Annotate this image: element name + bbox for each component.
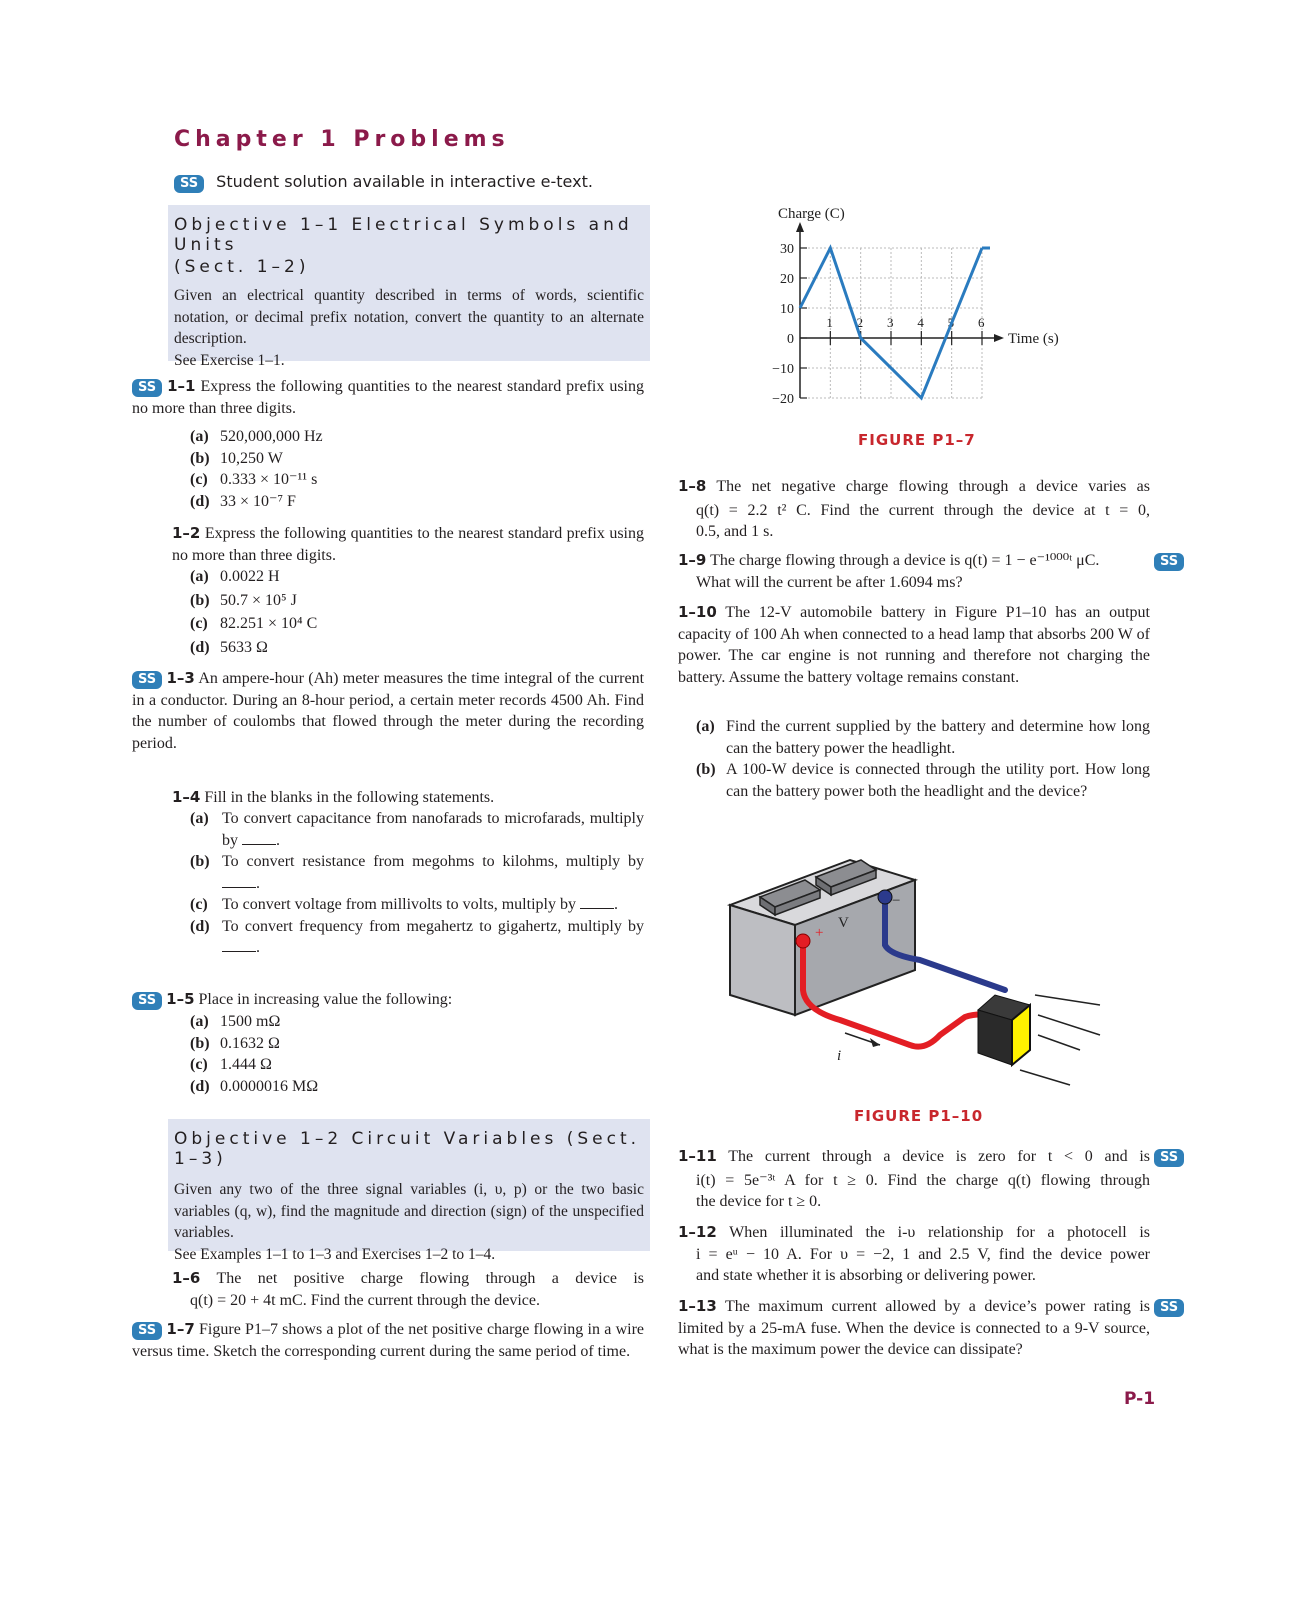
objective-2-text: Given any two of the three signal variables (i, υ, p) or the two basic variables (q, w), find the magnitude and direction (sign) of the unspecified variables. bbox=[174, 1181, 644, 1241]
item-label: (c) bbox=[190, 1056, 208, 1073]
objective-1-box bbox=[168, 205, 650, 369]
y-tick-label: 20 bbox=[780, 272, 794, 287]
item-text: 1500 mΩ bbox=[220, 1013, 281, 1030]
voltage-label: V bbox=[838, 915, 849, 931]
problem-text: An ampere-hour (Ah) meter measures the time integral of the current in a conductor. During an 8-hour period, a certain meter records 4500 Ah. Find the number of coulombs that flowed through the meter during the recording period. bbox=[132, 670, 645, 752]
problem-number: 1–2 bbox=[172, 524, 201, 542]
ss-badge[interactable]: SS bbox=[1154, 553, 1184, 571]
item-text: A 100-W device is connected through the utility port. How long can the battery power both the headlight and the device? bbox=[726, 761, 1150, 800]
current-label: i bbox=[837, 1048, 842, 1064]
current-arrow-head bbox=[870, 1038, 880, 1047]
problem-1-1 bbox=[132, 376, 644, 419]
problem-number: 1–7 bbox=[166, 1320, 195, 1338]
problem-text: Figure P1–7 shows a plot of the net positive charge flowing in a wire versus time. Sketch the corresponding current during the same period of time. bbox=[132, 1321, 645, 1360]
figure-p1-10-caption: FIGURE P1–10 bbox=[854, 1107, 984, 1125]
x-tick-label: 5 bbox=[947, 315, 955, 330]
item-text: 50.7 × 10⁵ J bbox=[220, 591, 297, 609]
x-tick-label: 3 bbox=[887, 315, 894, 330]
problem-number: 1–6 bbox=[172, 1269, 201, 1287]
item-text: 1.444 Ω bbox=[220, 1056, 272, 1073]
y-axis-label: Charge (C) bbox=[778, 206, 845, 222]
ss-badge[interactable]: SS bbox=[1154, 1149, 1184, 1167]
item-end: . bbox=[256, 874, 260, 892]
problem-1-1-items bbox=[172, 426, 644, 512]
x-axis-arrow bbox=[994, 334, 1004, 342]
problem-1-8 bbox=[678, 476, 1150, 543]
battery-illustration bbox=[720, 855, 1120, 1095]
ss-badge[interactable]: SS bbox=[132, 1322, 162, 1340]
problem-text: The current through a device is zero for t < 0 and is bbox=[728, 1148, 1150, 1165]
item-label: (b) bbox=[190, 449, 210, 467]
problem-text: The maximum current allowed by a device’s power rating is limited by a 25-mA fuse. When the device is connected to a 9-V source, what is the maximum power the device can dissipate? bbox=[678, 1298, 1150, 1358]
item-text: 82.251 × 10⁴ C bbox=[220, 615, 318, 632]
item-label: (d) bbox=[190, 492, 210, 510]
problem-text: The net positive charge flowing through a device is bbox=[216, 1270, 644, 1287]
y-tick-label: 30 bbox=[780, 242, 794, 257]
x-tick-label: 4 bbox=[917, 315, 924, 330]
problem-number: 1–5 bbox=[166, 990, 195, 1008]
blank-line bbox=[222, 951, 256, 952]
item-text: To convert resistance from megohms to kilohms, multiply by bbox=[222, 853, 644, 870]
problem-1-13 bbox=[678, 1296, 1150, 1361]
problem-text: Express the following quantities to the nearest standard prefix using no more than three digits. bbox=[132, 378, 644, 417]
problem-text: The charge flowing through a device is q(t) = 1 − e⁻¹⁰⁰⁰ᵗ μC. bbox=[710, 552, 1100, 569]
x-tick-label: 2 bbox=[856, 315, 864, 330]
problem-1-4-items bbox=[172, 808, 644, 959]
item-text: 33 × 10⁻⁷ F bbox=[220, 492, 296, 510]
objective-2-box bbox=[168, 1119, 650, 1263]
figure-p1-7-caption: FIGURE P1–7 bbox=[858, 431, 976, 449]
objective-1-heading: Objective 1–1 Electrical Symbols and Units bbox=[174, 215, 633, 255]
problem-1-2 bbox=[172, 523, 644, 566]
problem-1-5-items bbox=[172, 1011, 644, 1097]
problem-1-10 bbox=[678, 602, 1150, 688]
x-tick-label: 6 bbox=[978, 315, 985, 330]
item-text: Find the current supplied by the battery and determine how long can the battery power the headlight. bbox=[726, 718, 1150, 757]
ss-note bbox=[174, 172, 593, 193]
problem-text-cont: i = eᵘ − 10 A. For υ = −2, 1 and 2.5 V, find the device power bbox=[696, 1245, 1150, 1263]
item-label: (a) bbox=[190, 428, 209, 445]
problem-number: 1–1 bbox=[167, 377, 196, 395]
ss-badge[interactable]: SS bbox=[132, 671, 162, 689]
problem-text-cont: What will the current be after 1.6094 ms? bbox=[696, 573, 963, 591]
item-text: 5633 Ω bbox=[220, 638, 268, 656]
item-label: (a) bbox=[696, 718, 715, 735]
item-end: . bbox=[613, 896, 618, 913]
problem-number: 1–8 bbox=[678, 477, 707, 495]
negative-terminal bbox=[878, 890, 892, 904]
item-text: 0.0022 H bbox=[220, 568, 280, 585]
problem-1-6 bbox=[172, 1268, 644, 1311]
y-tick-label: 0 bbox=[787, 332, 794, 347]
ss-badge[interactable]: SS bbox=[1154, 1299, 1184, 1317]
chapter-title: Chapter 1 Problems bbox=[174, 127, 510, 152]
page-number: P-1 bbox=[1124, 1389, 1156, 1409]
problem-text-cont: the device for t ≥ 0. bbox=[696, 1193, 822, 1210]
charge-time-chart bbox=[760, 200, 1080, 420]
problem-text-cont: and state whether it is absorbing or delivering power. bbox=[696, 1267, 1036, 1284]
problem-1-4 bbox=[172, 787, 644, 809]
problem-1-5 bbox=[132, 989, 644, 1011]
item-label: (b) bbox=[696, 761, 716, 778]
item-label: (d) bbox=[190, 638, 210, 656]
objective-1-text: Given an electrical quantity described in terms of words, scientific notation, or decimal prefix notation, convert the quantity to an alternate description. bbox=[174, 287, 644, 347]
ss-badge[interactable]: SS bbox=[132, 379, 162, 397]
problem-text: Express the following quantities to the nearest standard prefix using no more than three digits. bbox=[172, 525, 644, 564]
blank-line bbox=[580, 908, 614, 909]
problem-1-2-items bbox=[172, 566, 644, 658]
x-axis-label: Time (s) bbox=[1008, 331, 1059, 347]
item-text: To convert frequency from megahertz to gigahertz, multiply by bbox=[222, 917, 644, 935]
problem-text: Fill in the blanks in the following statements. bbox=[204, 789, 495, 806]
minus-label: − bbox=[892, 893, 901, 909]
problem-text-cont: 0.5, and 1 s. bbox=[696, 523, 774, 540]
blank-line bbox=[242, 844, 276, 845]
problem-1-10-items bbox=[678, 716, 1150, 802]
problem-1-11 bbox=[678, 1146, 1150, 1213]
problem-text: The 12-V automobile battery in Figure P1–10 has an output capacity of 100 Ah when connected to a head lamp that absorbs 200 W of power. The car engine is not running and therefore not charging the battery. Assume the battery voltage remains constant. bbox=[678, 604, 1151, 686]
item-text: 10,250 W bbox=[220, 449, 283, 467]
x-tick-label: 1 bbox=[826, 315, 833, 330]
problem-text: The net negative charge flowing through a device varies as bbox=[716, 478, 1150, 495]
item-label: (a) bbox=[190, 1013, 209, 1030]
ss-note-text: Student solution available in interactive e-text. bbox=[216, 172, 593, 191]
item-text: To convert capacitance from nanofarads to microfarads, multiply by bbox=[222, 810, 644, 849]
problem-number: 1–10 bbox=[678, 603, 717, 621]
item-label: (a) bbox=[190, 568, 209, 585]
item-label: (b) bbox=[190, 853, 210, 870]
problem-1-12 bbox=[678, 1222, 1150, 1287]
problem-number: 1–12 bbox=[678, 1223, 717, 1241]
item-label: (a) bbox=[190, 810, 209, 827]
problem-number: 1–4 bbox=[172, 788, 201, 806]
item-text: 0.333 × 10⁻¹¹ s bbox=[220, 471, 318, 488]
item-label: (c) bbox=[190, 615, 208, 632]
plus-label: + bbox=[815, 925, 824, 941]
y-tick-label: 10 bbox=[780, 302, 794, 317]
item-label: (b) bbox=[190, 591, 210, 609]
item-end: . bbox=[256, 939, 260, 956]
blank-line bbox=[222, 887, 256, 888]
problem-text-cont: i(t) = 5e⁻³ᵗ A for t ≥ 0. Find the charge q(t) flowing through bbox=[696, 1171, 1150, 1189]
objective-2-see: See Examples 1–1 to 1–3 and Exercises 1–2 to 1–4. bbox=[174, 1245, 496, 1263]
ss-badge[interactable]: SS bbox=[132, 992, 162, 1010]
item-text: 520,000,000 Hz bbox=[220, 428, 323, 445]
problem-1-7 bbox=[132, 1319, 644, 1362]
objective-2-heading: Objective 1–2 Circuit Variables (Sect. 1–3) bbox=[174, 1129, 641, 1169]
headlamp-icon bbox=[978, 995, 1100, 1085]
item-label: (d) bbox=[190, 917, 210, 935]
item-end: . bbox=[276, 831, 280, 849]
problem-text: Place in increasing value the following: bbox=[198, 991, 453, 1008]
ss-badge[interactable]: SS bbox=[174, 175, 204, 193]
item-label: (c) bbox=[190, 471, 208, 488]
objective-1-section: (Sect. 1–2) bbox=[174, 257, 310, 277]
item-label: (c) bbox=[190, 896, 208, 913]
problem-number: 1–13 bbox=[678, 1297, 717, 1315]
item-label: (b) bbox=[190, 1034, 210, 1052]
item-text: 0.1632 Ω bbox=[220, 1034, 280, 1052]
problem-number: 1–3 bbox=[166, 669, 195, 687]
problem-text: When illuminated the i-υ relationship for a photocell is bbox=[729, 1224, 1150, 1241]
y-tick-label: −10 bbox=[772, 362, 794, 377]
item-text: To convert voltage from millivolts to volts, multiply by bbox=[222, 896, 576, 913]
y-tick-label: −20 bbox=[772, 392, 794, 407]
objective-1-see: See Exercise 1–1. bbox=[174, 351, 285, 369]
item-text: 0.0000016 MΩ bbox=[220, 1077, 319, 1095]
positive-terminal bbox=[796, 934, 810, 948]
problem-number: 1–11 bbox=[678, 1147, 717, 1165]
problem-number: 1–9 bbox=[678, 551, 707, 569]
problem-1-3 bbox=[132, 668, 644, 754]
problem-text-cont: q(t) = 20 + 4t mC. Find the current through the device. bbox=[190, 1291, 540, 1309]
problem-text-cont: q(t) = 2.2 t² C. Find the current through the device at t = 0, bbox=[696, 501, 1150, 519]
y-axis-arrow bbox=[796, 222, 804, 232]
problem-1-9 bbox=[678, 550, 1150, 593]
item-label: (d) bbox=[190, 1077, 210, 1095]
